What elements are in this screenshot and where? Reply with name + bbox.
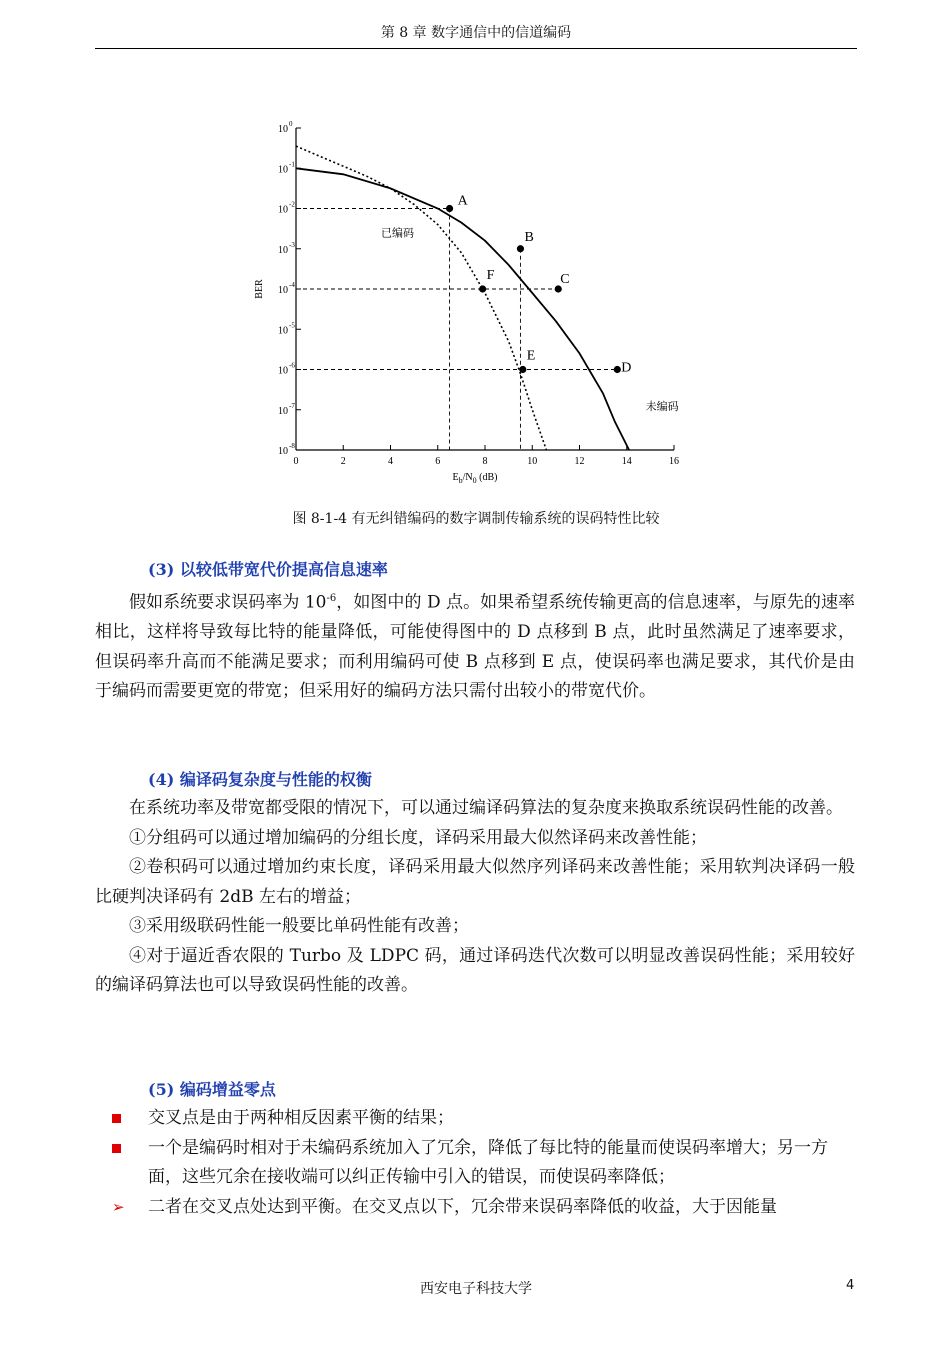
y-tick-label: 10	[278, 285, 288, 296]
x-axis-label: $E_b/N_0$ (dB)	[452, 472, 498, 485]
point-label-f: F	[486, 268, 495, 283]
y-tick-exponent: -8	[289, 442, 295, 450]
s3-text-b: ，如图中的 D 点。如果希望系统传输更高的信息速率，与原先的速率相比，这样将导致每比特的能量降低，可能使得图中的 D 点移到 B 点，此时虽然满足了速率要求，但误码率升高而不能满足要求；而利用编码可使 B 点移到 E 点，使误码率也满足要求，其代价是由于编码而需要更宽的带宽；但采用好的编码方法只需付出较小的带宽代价。	[95, 592, 855, 702]
x-tick-label: 2	[340, 456, 346, 467]
x-tick-label: 12	[574, 456, 585, 467]
point-label-d: D	[621, 360, 632, 376]
arrow-bullet-icon: ➢	[112, 1197, 125, 1216]
section-5-title: (5) 编码增益零点	[148, 1080, 276, 1099]
point-label-a: A	[457, 193, 468, 209]
y-tick-exponent: -5	[289, 321, 295, 330]
section-4-body	[95, 794, 855, 1001]
y-tick-label: 10	[278, 446, 288, 457]
point-label-c: C	[560, 272, 570, 287]
s3-text-a: 假如系统要求误码率为 10	[129, 592, 327, 613]
point-d	[614, 366, 621, 373]
x-tick-label: 14	[621, 456, 632, 467]
square-bullet-icon	[112, 1104, 126, 1134]
y-tick-label: 10	[278, 124, 288, 135]
x-tick-label: 10	[527, 456, 538, 467]
x-tick-label: 4	[388, 456, 393, 467]
figure-caption: 图 8-1-4 有无纠错编码的数字调制传输系统的误码特性比较	[292, 511, 660, 527]
y-tick-label: 10	[278, 325, 288, 337]
list-item	[112, 1104, 857, 1134]
point-label-b: B	[524, 229, 534, 245]
section-3-body	[95, 584, 855, 707]
point-f	[479, 285, 486, 292]
y-tick-exponent: -3	[289, 240, 295, 249]
list-item-text: 交叉点是由于两种相反因素平衡的结果；	[148, 1108, 454, 1128]
y-tick-exponent: -7	[289, 401, 295, 410]
uncoded-annotation: 未编码	[645, 399, 679, 413]
y-tick-exponent: -2	[289, 200, 295, 209]
x-tick-label: 8	[482, 456, 488, 467]
y-tick-exponent: -6	[289, 361, 295, 370]
page-header: 第 8 章 数字通信中的信道编码	[380, 25, 572, 41]
y-tick-exponent: -4	[289, 281, 295, 289]
x-tick-label: 6	[435, 456, 441, 467]
s4-paragraph-3: ②卷积码可以通过增加约束长度，译码采用最大似然序列译码来改善性能；采用软判决译码一般比硬判决译码有 2dB 左右的增益；	[95, 857, 855, 907]
s4-paragraph-5: ④对于逼近香农限的 Turbo 及 LDPC 码，通过译码迭代次数可以明显改善误码性能；采用较好的编译码算法也可以导致误码性能的改善。	[95, 945, 855, 995]
s4-paragraph-1: 在系统功率及带宽都受限的情况下，可以通过编译码算法的复杂度来换取系统误码性能的改善。	[129, 798, 843, 818]
uncoded-curve	[296, 168, 632, 450]
y-tick-label: 10	[278, 244, 288, 256]
point-label-e: E	[526, 348, 536, 364]
coded-curve	[296, 146, 546, 450]
square-bullet-icon	[112, 1134, 126, 1164]
x-tick-label: 16	[669, 456, 679, 467]
list-item	[112, 1134, 857, 1193]
section-4-title: (4) 编译码复杂度与性能的权衡	[148, 770, 372, 789]
y-tick-exponent: 0	[289, 120, 293, 128]
section-3-title: (3) 以较低带宽代价提高信息速率	[148, 560, 388, 579]
list-item-text: 一个是编码时相对于未编码系统加入了冗余，降低了每比特的能量而使误码率增大；另一方面，这些冗余在接收端可以纠正传输中引入的错误，而使误码率降低；	[148, 1137, 828, 1187]
y-tick-label: 10	[278, 164, 288, 176]
footer-university: 西安电子科技大学	[420, 1281, 532, 1297]
coded-annotation: 已编码	[381, 226, 415, 240]
list-item	[112, 1193, 857, 1223]
s3-sup: -6	[326, 593, 337, 604]
x-tick-label: 0	[293, 456, 299, 467]
point-e	[519, 366, 526, 373]
s4-paragraph-2: ①分组码可以通过增加编码的分组长度，译码采用最大似然译码来改善性能；	[129, 827, 707, 848]
y-tick-label: 10	[278, 365, 288, 377]
point-b	[517, 245, 524, 252]
header-rule	[95, 48, 857, 49]
section-3-paragraph	[95, 584, 855, 707]
y-tick-label: 10	[278, 204, 288, 216]
y-axis-label: BER	[254, 279, 265, 299]
ber-chart	[230, 110, 690, 490]
page-number: 4	[846, 1278, 855, 1293]
point-a	[446, 205, 453, 212]
list-item-text: 二者在交叉点处达到平衡。在交叉点以下，冗余带来误码率降低的收益，大于因能量	[148, 1196, 777, 1217]
y-tick-label: 10	[278, 405, 288, 417]
s4-paragraph-4: ③采用级联码性能一般要比单码性能有改善；	[129, 916, 469, 936]
section-5-list	[112, 1104, 857, 1222]
y-tick-exponent: -1	[289, 160, 295, 169]
